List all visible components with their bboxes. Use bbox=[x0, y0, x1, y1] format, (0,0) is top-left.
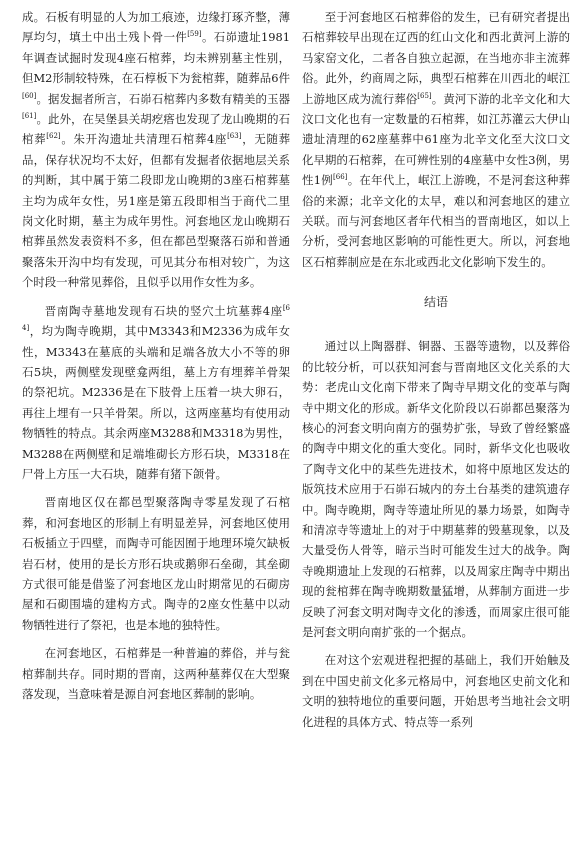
footnote-ref: [66] bbox=[333, 173, 348, 182]
text-run: 。朱开沟遗址共清理石棺葬4座 bbox=[60, 132, 228, 147]
paragraph bbox=[302, 650, 570, 732]
text-run: ，无随葬品，保存状况均不太好，但都有发掘者依据地层关系的判断，其中属于第二段即龙山晚期的3座石棺葬墓主均为成年女性，另1座是第五段即相当于商代二里岗文化时期，墓主为成年男性。河套地区龙山晚期石棺葬虽然发表资料不多，但在都邑型聚落石峁和普通聚落朱开沟中均有发现，可见其分布相对较广，为这个时段一种常见葬俗，且似乎以用作女性为多。 bbox=[22, 132, 290, 290]
section-heading: 结语 bbox=[423, 295, 448, 310]
paragraph bbox=[22, 301, 290, 485]
text-run: 在对这个宏观进程把握的基础上，我们开始触及到在中国史前文化多元格局中，河套地区史前文化和文明的独特地位的重要问题，开始思考当地社会文明化进程的具体方式、特点等一系列 bbox=[302, 653, 570, 729]
text-run: 。在年代上，岷江上游晚，不是河套这种葬俗的来源；北辛文化的太早，难以和河套地区的建立关联。而与河套地区者年代相当的晋南地区，如以上分析，受河套地区影响的可能性更大。所以，河套地区石棺葬制应是在东北或西北文化影响下发生的。 bbox=[302, 173, 570, 269]
text-run: 。石峁遗址1981年调查试掘时发现4座石棺葬，均未辨别墓主性别，但M2形制较特殊，在石椁板下为瓮棺葬，随葬品6件 bbox=[22, 30, 290, 86]
text-run: 。据发掘者所言，石峁石棺葬内多数有精美的玉器 bbox=[36, 91, 290, 106]
paragraph bbox=[302, 336, 570, 642]
right-column bbox=[302, 7, 570, 732]
paragraph bbox=[22, 7, 290, 293]
text-run: 晋南陶寺墓地发现有石块的竖穴土坑墓葬4座 bbox=[44, 303, 283, 318]
footnote-ref: [65] bbox=[417, 91, 432, 100]
footnote-ref: [63] bbox=[227, 132, 242, 141]
text-run: ，均为陶寺晚期，其中M3343和M2336为成年女性，M3343在墓底的头端和足端各放大小不等的卵石5块，两侧壁发现壁龛两组，墓上方有埋葬羊骨架的祭祀坑。M2336是在下肢骨上压着一块大卵石，再往上埋有一只羊骨架。所以，这两座墓均有使用动物牺牲的特点。其余两座M3288和M3318为男性，M3288在两侧壁和足端堆砌长方形石块，M3318在尸骨上方压一大石块，随葬有猪下颌骨。 bbox=[22, 324, 290, 481]
text-run: 晋南地区仅在都邑型聚落陶寺零星发现了石棺葬，和河套地区的形制上有明显差异，河套地区使用石板插立于四壁，而陶寺可能因囿于地理环境欠缺板岩石材，使用的是长方形石块或鹅卵石垒砌，其垒砌方式很可能是借鉴了河套地区龙山时期常见的石砌房屋和石砌围墙的建构方式。陶寺的2座女性墓中以动物牺牲进行了祭祀，也是本地的独特性。 bbox=[22, 495, 290, 632]
footnote-ref: [64] bbox=[22, 303, 290, 333]
left-column bbox=[22, 7, 290, 704]
text-run: 通过以上陶器群、铜器、玉器等遗物，以及葬俗的比较分析，可以获知河套与晋南地区文化关系的大势：老虎山文化南下带来了陶寺早期文化的变革与陶寺中期文化的形成。新华文化阶段以石峁都邑聚落为核心的河套文明向南方的强势扩张，导致了曾经繁盛的陶寺中期文化的重大变化。同时，新华文化也吸收了陶寺文化中的某些先进技术，如将中原地区发达的版筑技术应用于石峁石城内的夯土台基类的建筑遗存中。陶寺晚期，陶寺等遗址所见的暴力场景，如陶寺和清凉寺等遗址上的对于中期墓葬的毁墓现象，以及大量受伤人骨等，暗示当时可能发生过大的战争。陶寺晚期遗址上发现的石棺葬，以及周家庄陶寺中期出现的瓮棺葬在陶寺晚期数量猛增，从葬制方面进一步反映了河套文明对陶寺文化的渗透，而周家庄很可能是河套文明向南扩张的一个据点。 bbox=[302, 339, 570, 639]
paragraph bbox=[302, 7, 570, 272]
text-run: 至于河套地区石棺葬俗的发生，已有研究者提出石棺葬较早出现在辽西的红山文化和西北黄河上游的马家窑文化，二者各自独立起源，在当地亦非主流葬俗。此外，约商周之际，典型石棺葬在川西北的岷江上游地区成为流行葬俗 bbox=[302, 10, 570, 106]
paragraph bbox=[22, 643, 290, 704]
footnote-ref: [60] bbox=[22, 91, 37, 100]
footnote-ref: [62] bbox=[46, 132, 61, 141]
text-run: 。黄河下游的北辛文化和大汶口文化也有一定数量的石棺葬，如江苏灌云大伊山遗址清理的62座墓葬中61座为北辛文化至大汶口文化早期的石棺葬，在可辨性别的4座墓中女性3例，男性1例 bbox=[302, 91, 570, 188]
footnote-ref: [61] bbox=[22, 112, 37, 121]
text-run: 。此外，在吴堡县关胡疙瘩也发现了龙山晚期的石棺葬 bbox=[22, 112, 290, 147]
text-run: 成。石板有明显的人为加工痕迹，边缘打琢齐整，薄厚均匀，填土中出土残卜骨一件 bbox=[22, 10, 290, 45]
text-run: 在河套地区，石棺葬是一种普遍的葬俗，并与瓮棺葬制共存。同时期的晋南，这两种墓葬仅在大型聚落发现，当意味着是源自河套地区葬制的影响。 bbox=[22, 646, 290, 701]
paragraph bbox=[22, 492, 290, 635]
footnote-ref: [59] bbox=[187, 30, 202, 39]
